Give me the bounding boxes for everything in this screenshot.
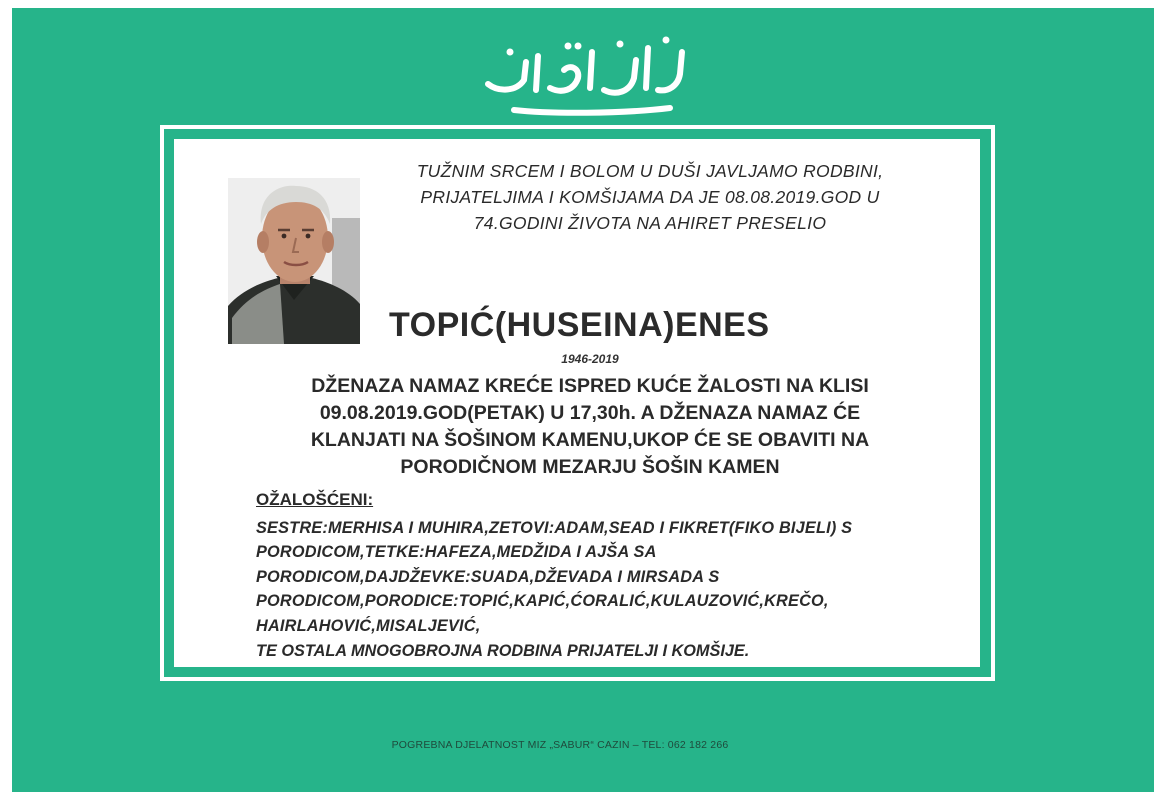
arabic-calligraphy-logo bbox=[470, 22, 700, 122]
life-years: 1946-2019 bbox=[561, 352, 619, 366]
intro-line: 74.GODINI ŽIVOTA NA AHIRET PRESELIO bbox=[473, 213, 827, 233]
funeral-line: KLANJATI NA ŠOŠINOM KAMENU,UKOP ĆE SE OBAVITI NA bbox=[310, 429, 870, 451]
mourners-line: PORODICOM,DAJDŽEVKE:SUADA,DŽEVADA I MIRSADA S bbox=[256, 567, 720, 586]
funeral-service-footer: POGREBNA DJELATNOST MIZ „SABUR“ CAZIN – TEL: 062 182 266 bbox=[391, 739, 729, 751]
intro-line: TUŽNIM SRCEM I BOLOM U DUŠI JAVLJAMO RODBINI, bbox=[416, 161, 884, 181]
intro-text bbox=[340, 158, 960, 236]
mourners-line: PORODICOM,TETKE:HAFEZA,MEDŽIDA I AJŠA SA bbox=[256, 543, 657, 562]
funeral-line: 09.08.2019.GOD(PETAK) U 17,30h. A DŽENAZA NAMAZ ĆE bbox=[319, 402, 861, 424]
mourners-line: SESTRE:MERHISA I MUHIRA,ZETOVI:ADAM,SEAD I FIKRET(FIKO BIJELI) S bbox=[256, 519, 853, 537]
intro-line: PRIJATELJIMA I KOMŠIJAMA DA JE 08.08.2019.GOD U bbox=[420, 187, 880, 207]
funeral-details bbox=[250, 373, 930, 481]
mourners-line: PORODICOM,PORODICE:TOPIĆ,KAPIĆ,ĆORALIĆ,KULAUZOVIĆ,KREČO, bbox=[256, 592, 829, 611]
closing-line: TE OSTALA MNOGOBROJNA RODBINA PRIJATELJI I KOMŠIJE. bbox=[256, 642, 750, 660]
deceased-name: TOPIĆ(HUSEINA)ENES bbox=[389, 306, 770, 344]
mourners-heading: OŽALOŠĆENI: bbox=[256, 490, 374, 509]
mourners-list bbox=[256, 516, 976, 638]
mourners-line: HAIRLAHOVIĆ,MISALJEVIĆ, bbox=[256, 616, 481, 635]
funeral-line: PORODIČNOM MEZARJU ŠOŠIN KAMEN bbox=[400, 456, 780, 478]
deceased-portrait-photo bbox=[228, 178, 360, 344]
funeral-line: DŽENAZA NAMAZ KREĆE ISPRED KUĆE ŽALOSTI NA KLISI bbox=[311, 375, 869, 397]
